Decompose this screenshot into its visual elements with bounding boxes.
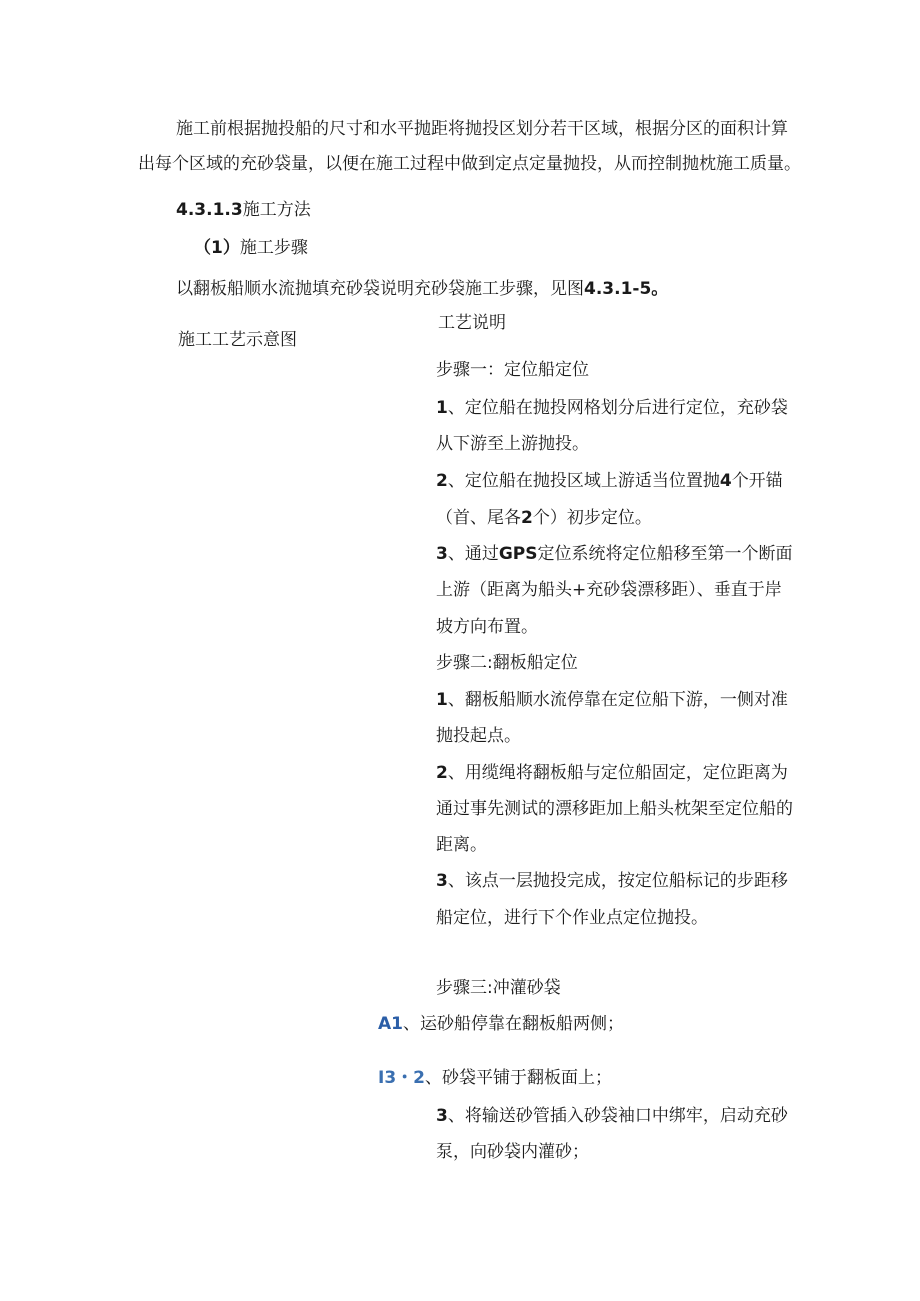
step1-item2-line2-pre: （首、尾各 — [436, 508, 521, 528]
intro-line-2: 出每个区域的充砂袋量，以便在施工过程中做到定点定量抛投，从而控制抛枕施工质量。 — [138, 154, 801, 174]
step1-item2-text-mid: 个开锚 — [731, 471, 783, 491]
step2-item3-line2: 船定位，进行下个作业点定位抛投。 — [436, 908, 708, 928]
step3-item2-text: 、砂袋平铺于翻板面上； — [424, 1068, 612, 1088]
section-number: 4.3.1.3 — [176, 200, 243, 220]
step1-item3-line3: 坡方向布置。 — [436, 617, 538, 637]
step3-item3-number: 3 — [436, 1106, 448, 1126]
step1-item1-number: 1 — [436, 398, 448, 418]
subsection-number: （1） — [194, 238, 240, 258]
section-heading — [176, 202, 311, 219]
left-column-header: 施工工艺示意图 — [178, 330, 297, 350]
step2-item2-line1 — [436, 765, 788, 782]
step3-item2 — [378, 1070, 612, 1087]
step3-item1-prefix: A1 — [378, 1014, 403, 1034]
step2-item2-line2: 通过事先测试的漂移距加上船头枕架至定位船的 — [436, 799, 793, 819]
step2-item2-text: 、用缆绳将翻板船与定位船固定，定位距离为 — [447, 763, 788, 783]
step1-item1-text: 、定位船在抛投网格划分后进行定位，充砂袋 — [447, 398, 788, 418]
step3-item3-line1 — [436, 1108, 788, 1125]
step2-item1-text: 、翻板船顺水流停靠在定位船下游，一侧对准 — [447, 690, 788, 710]
step3-item1-text: 、运砂船停靠在翻板船两侧； — [403, 1014, 624, 1034]
step3-item3-text: 、将输送砂管插入砂袋袖口中绑牢，启动充砂 — [447, 1106, 788, 1126]
step2-item2-number: 2 — [436, 763, 448, 783]
step2-item3-text: 、该点一层抛投完成，按定位船标记的步距移 — [447, 871, 788, 891]
intro-line-1: 施工前根据抛投船的尺寸和水平抛距将抛投区划分若干区域，根据分区的面积计算 — [176, 119, 788, 139]
step3-title: 步骤三:冲灌砂袋 — [436, 978, 561, 998]
section-title: 施工方法 — [242, 200, 311, 220]
step1-item2-number: 2 — [436, 471, 448, 491]
step1-item2-line1 — [436, 473, 783, 490]
step1-item2-line2-post: 个）初步定位。 — [532, 508, 652, 528]
step1-item3-post: 定位系统将定位船移至第一个断面 — [537, 544, 793, 564]
step1-item2-text: 、定位船在抛投区域上游适当位置抛 — [447, 471, 720, 491]
subsection-title: 施工步骤 — [239, 238, 308, 258]
step3-item1 — [378, 1016, 624, 1033]
step1-item2-line2 — [436, 510, 652, 527]
step2-item3-line1 — [436, 873, 788, 890]
step1-item3-line2: 上游（距离为船头+充砂袋漂移距）、垂直于岸 — [436, 580, 782, 600]
step2-item1-line2: 抛投起点。 — [436, 726, 521, 746]
step2-item3-number: 3 — [436, 871, 448, 891]
step1-item1-line1 — [436, 400, 788, 417]
step3-item3-line2: 泵，向砂袋内灌砂； — [436, 1142, 589, 1162]
right-column-header: 工艺说明 — [438, 313, 506, 333]
step2-item1-line1 — [436, 692, 788, 709]
gps-label: GPS — [498, 544, 538, 564]
step2-item1-number: 1 — [436, 690, 448, 710]
anchor-count: 4 — [719, 471, 732, 491]
step1-item3-pre: 、通过 — [447, 544, 499, 564]
step1-item3-line1 — [436, 546, 793, 563]
step2-title: 步骤二:翻板船定位 — [436, 653, 578, 673]
reference-text: 以翻板船顺水流抛填充砂袋说明充砂袋施工步骤，见图 — [176, 279, 584, 299]
step1-item1-line2: 从下游至上游抛投。 — [436, 434, 589, 454]
subsection-heading — [194, 240, 308, 257]
anchor-each-count: 2 — [521, 508, 533, 528]
step3-item2-prefix: I3・2 — [378, 1068, 425, 1088]
figure-number: 4.3.1-5。 — [584, 279, 669, 299]
step1-item3-number: 3 — [436, 544, 448, 564]
step1-title: 步骤一：定位船定位 — [436, 360, 589, 380]
step2-item2-line3: 距离。 — [436, 835, 487, 855]
figure-reference — [176, 281, 668, 298]
